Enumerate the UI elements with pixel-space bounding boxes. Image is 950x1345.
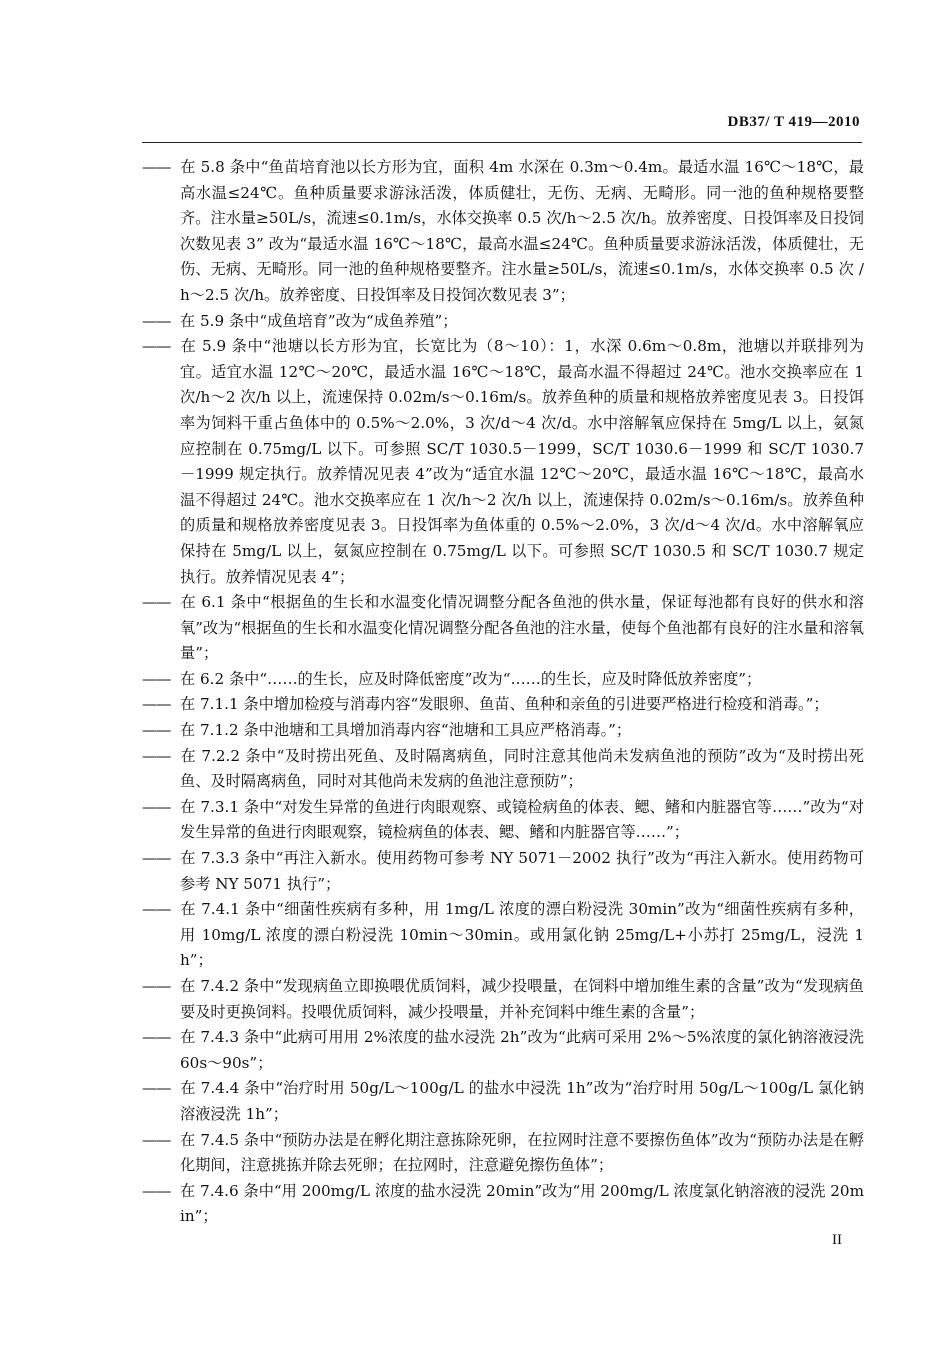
em-dash-marker: —— bbox=[142, 593, 171, 612]
em-dash-marker: —— bbox=[142, 1130, 171, 1149]
amendment-item bbox=[142, 334, 864, 590]
amendment-item bbox=[142, 846, 864, 897]
amendment-text: 在 7.4.3 条中“此病可用用 2%浓度的盐水浸洗 2h”改为“此病可采用 2%～5%浓度的氯化钠溶液浸洗 60s～90s”； bbox=[180, 1028, 864, 1072]
amendment-item bbox=[142, 1025, 864, 1076]
document-code: DB37/ T 419—2010 bbox=[727, 114, 860, 130]
amendment-text: 在 7.1.1 条中增加检疫与消毒内容“发眼卵、鱼苗、鱼种和亲鱼的引进要严格进行检疫和消毒。”； bbox=[180, 695, 829, 714]
amendment-text: 在 7.3.3 条中“再注入新水。使用药物可参考 NY 5071－2002 执行”改为“再注入新水。使用药物可参考 NY 5071 执行”； bbox=[180, 849, 864, 893]
amendment-text: 在 7.4.2 条中“发现病鱼立即换喂优质饲料，减少投喂量，在饲料中增加维生素的含量”改为“发现病鱼要及时更换饲料。投喂优质饲料，减少投喂量，并补充饲料中维生素的含量”； bbox=[180, 977, 864, 1021]
amendment-text: 在 5.9 条中“池塘以长方形为宜，长宽比为（8～10）：1，水深 0.6m～0.8m，池塘以并联排列为宜。适宜水温 12℃～20℃，最适水温 16℃～18℃，最高水温不得超过 24℃。池水交换率应在 1 次/h～2 次/h 以上，流速保持 0.02m/s～0.16m/s。放养鱼种的质量和规格放养密度见表 3。日投饵率为饲料干重占鱼体中的 0.5%～2.0%，3 次/d～4 次/d。水中溶解氧应保持在 5mg/L 以上，氨氮应控制在 0.75mg/L 以下。可参照 SC/T 1030.5－1999，SC/T 1030.6－1999 和 SC/T 1030.7－1999 规定执行。放养情况见表 4”改为“适宜水温 12℃～20℃，最适水温 16℃～18℃，最高水温不得超过 24℃。池水交换率应在 1 次/h～2 次/h 以上，流速保持 0.02m/s～0.16m/s。放养鱼种的质量和规格放养密度见表 3。日投饵率为鱼体重的 0.5%～2.0%，3 次/d～4 次/d。水中溶解氧应保持在 5mg/L 以上，氨氮应控制在 0.75mg/L 以下。可参照 SC/T 1030.5 和 SC/T 1030.7 规定执行。放养情况见表 4”； bbox=[180, 337, 864, 586]
em-dash-marker: —— bbox=[142, 337, 171, 356]
amendment-text: 在 7.4.6 条中“用 200mg/L 浓度的盐水浸洗 20min”改为“用 200mg/L 浓度氯化钠溶液的浸洗 20min”； bbox=[180, 1181, 864, 1226]
em-dash-marker: —— bbox=[142, 669, 171, 688]
amendment-item bbox=[142, 590, 864, 667]
amendment-item bbox=[142, 1179, 864, 1230]
em-dash-marker: —— bbox=[142, 721, 171, 740]
amendment-item bbox=[142, 1128, 864, 1179]
amendment-item bbox=[142, 718, 864, 744]
amendment-text: 在 7.4.1 条中“细菌性疾病有多种，用 1mg/L 浓度的漂白粉浸洗 30min”改为“细菌性疾病有多种，用 10mg/L 浓度的漂白粉浸洗 10min～30min。或用氯化钠 25mg/L+小苏打 25mg/L，浸洗 1h”； bbox=[180, 900, 864, 970]
amendment-text: 在 7.1.2 条中池塘和工具增加消毒内容“池塘和工具应严格消毒。”； bbox=[180, 721, 632, 740]
amendment-item bbox=[142, 974, 864, 1025]
em-dash-marker: —— bbox=[142, 849, 171, 868]
em-dash-marker: —— bbox=[142, 1181, 171, 1200]
amendment-text: 在 7.3.1 条中“对发生异常的鱼进行肉眼观察、或镜检病鱼的体表、鳃、鳍和内脏器官等……”改为“对发生异常的鱼进行肉眼观察，镜检病鱼的体表、鳃、鳍和内脏器官等……”； bbox=[180, 797, 864, 842]
em-dash-marker: —— bbox=[142, 158, 171, 176]
amendment-list bbox=[142, 155, 864, 1230]
em-dash-marker: —— bbox=[142, 1028, 171, 1047]
amendment-item bbox=[142, 795, 864, 846]
em-dash-marker: —— bbox=[142, 900, 171, 919]
em-dash-marker: —— bbox=[142, 977, 171, 995]
em-dash-marker: —— bbox=[142, 746, 171, 765]
amendment-item bbox=[142, 1076, 864, 1127]
em-dash-marker: —— bbox=[142, 311, 171, 330]
header-rule bbox=[142, 142, 862, 143]
amendment-text: 在 7.4.4 条中“治疗时用 50g/L～100g/L 的盐水中浸洗 1h”改为“治疗时用 50g/L～100g/L 氯化钠溶液浸洗 1h”； bbox=[180, 1079, 864, 1123]
amendment-item bbox=[142, 667, 864, 693]
amendment-text: 在 7.2.2 条中“及时捞出死鱼、及时隔离病鱼，同时注意其他尚未发病鱼池的预防”改为“及时捞出死鱼、及时隔离病鱼，同时对其他尚未发病的鱼池注意预防”； bbox=[180, 746, 864, 791]
amendment-item bbox=[142, 155, 864, 309]
amendment-item bbox=[142, 897, 864, 974]
amendment-text: 在 5.8 条中“鱼苗培育池以长方形为宜，面积 4m 水深在 0.3m～0.4m。最适水温 16℃～18℃，最高水温≤24℃。鱼种质量要求游泳活泼，体质健壮，无伤、无病、无畸形。同一池的鱼种规格要整齐。注水量≥50L/s，流速≤0.1m/s，水体交换率 0.5 次/h～2.5 次/h。放养密度、日投饵率及日投饲次数见表 3” 改为“最适水温 16℃～18℃，最高水温≤24℃。鱼种质量要求游泳活泼，体质健壮，无伤、无病、无畸形。同一池的鱼种规格要整齐。注水量≥50L/s，流速≤0.1m/s，水体交换率 0.5 次 / h～2.5 次/h。放养密度、日投饵率及日投饲次数见表 3”； bbox=[180, 158, 864, 304]
amendment-text: 在 6.1 条中“根据鱼的生长和水温变化情况调整分配各鱼池的供水量，保证每池都有良好的供水和溶氧”改为“根据鱼的生长和水温变化情况调整分配各鱼池的注水量，使每个鱼池都有良好的注水量和溶氧量”； bbox=[180, 593, 864, 663]
amendment-text: 在 6.2 条中“……的生长，应及时降低密度”改为“……的生长，应及时降低放养密度”； bbox=[180, 669, 762, 688]
amendment-text: 在 7.4.5 条中“预防办法是在孵化期注意拣除死卵，在拉网时注意不要擦伤鱼体”改为“预防办法是在孵化期间，注意挑拣并除去死卵；在拉网时，注意避免擦伤鱼体”； bbox=[180, 1130, 864, 1175]
em-dash-marker: —— bbox=[142, 1079, 171, 1098]
amendment-item bbox=[142, 744, 864, 795]
amendment-text: 在 5.9 条中“成鱼培育”改为“成鱼养殖”； bbox=[180, 311, 458, 330]
em-dash-marker: —— bbox=[142, 797, 171, 816]
page-number: II bbox=[832, 1232, 842, 1248]
amendment-item bbox=[142, 309, 864, 335]
em-dash-marker: —— bbox=[142, 695, 171, 714]
amendment-item bbox=[142, 692, 864, 718]
